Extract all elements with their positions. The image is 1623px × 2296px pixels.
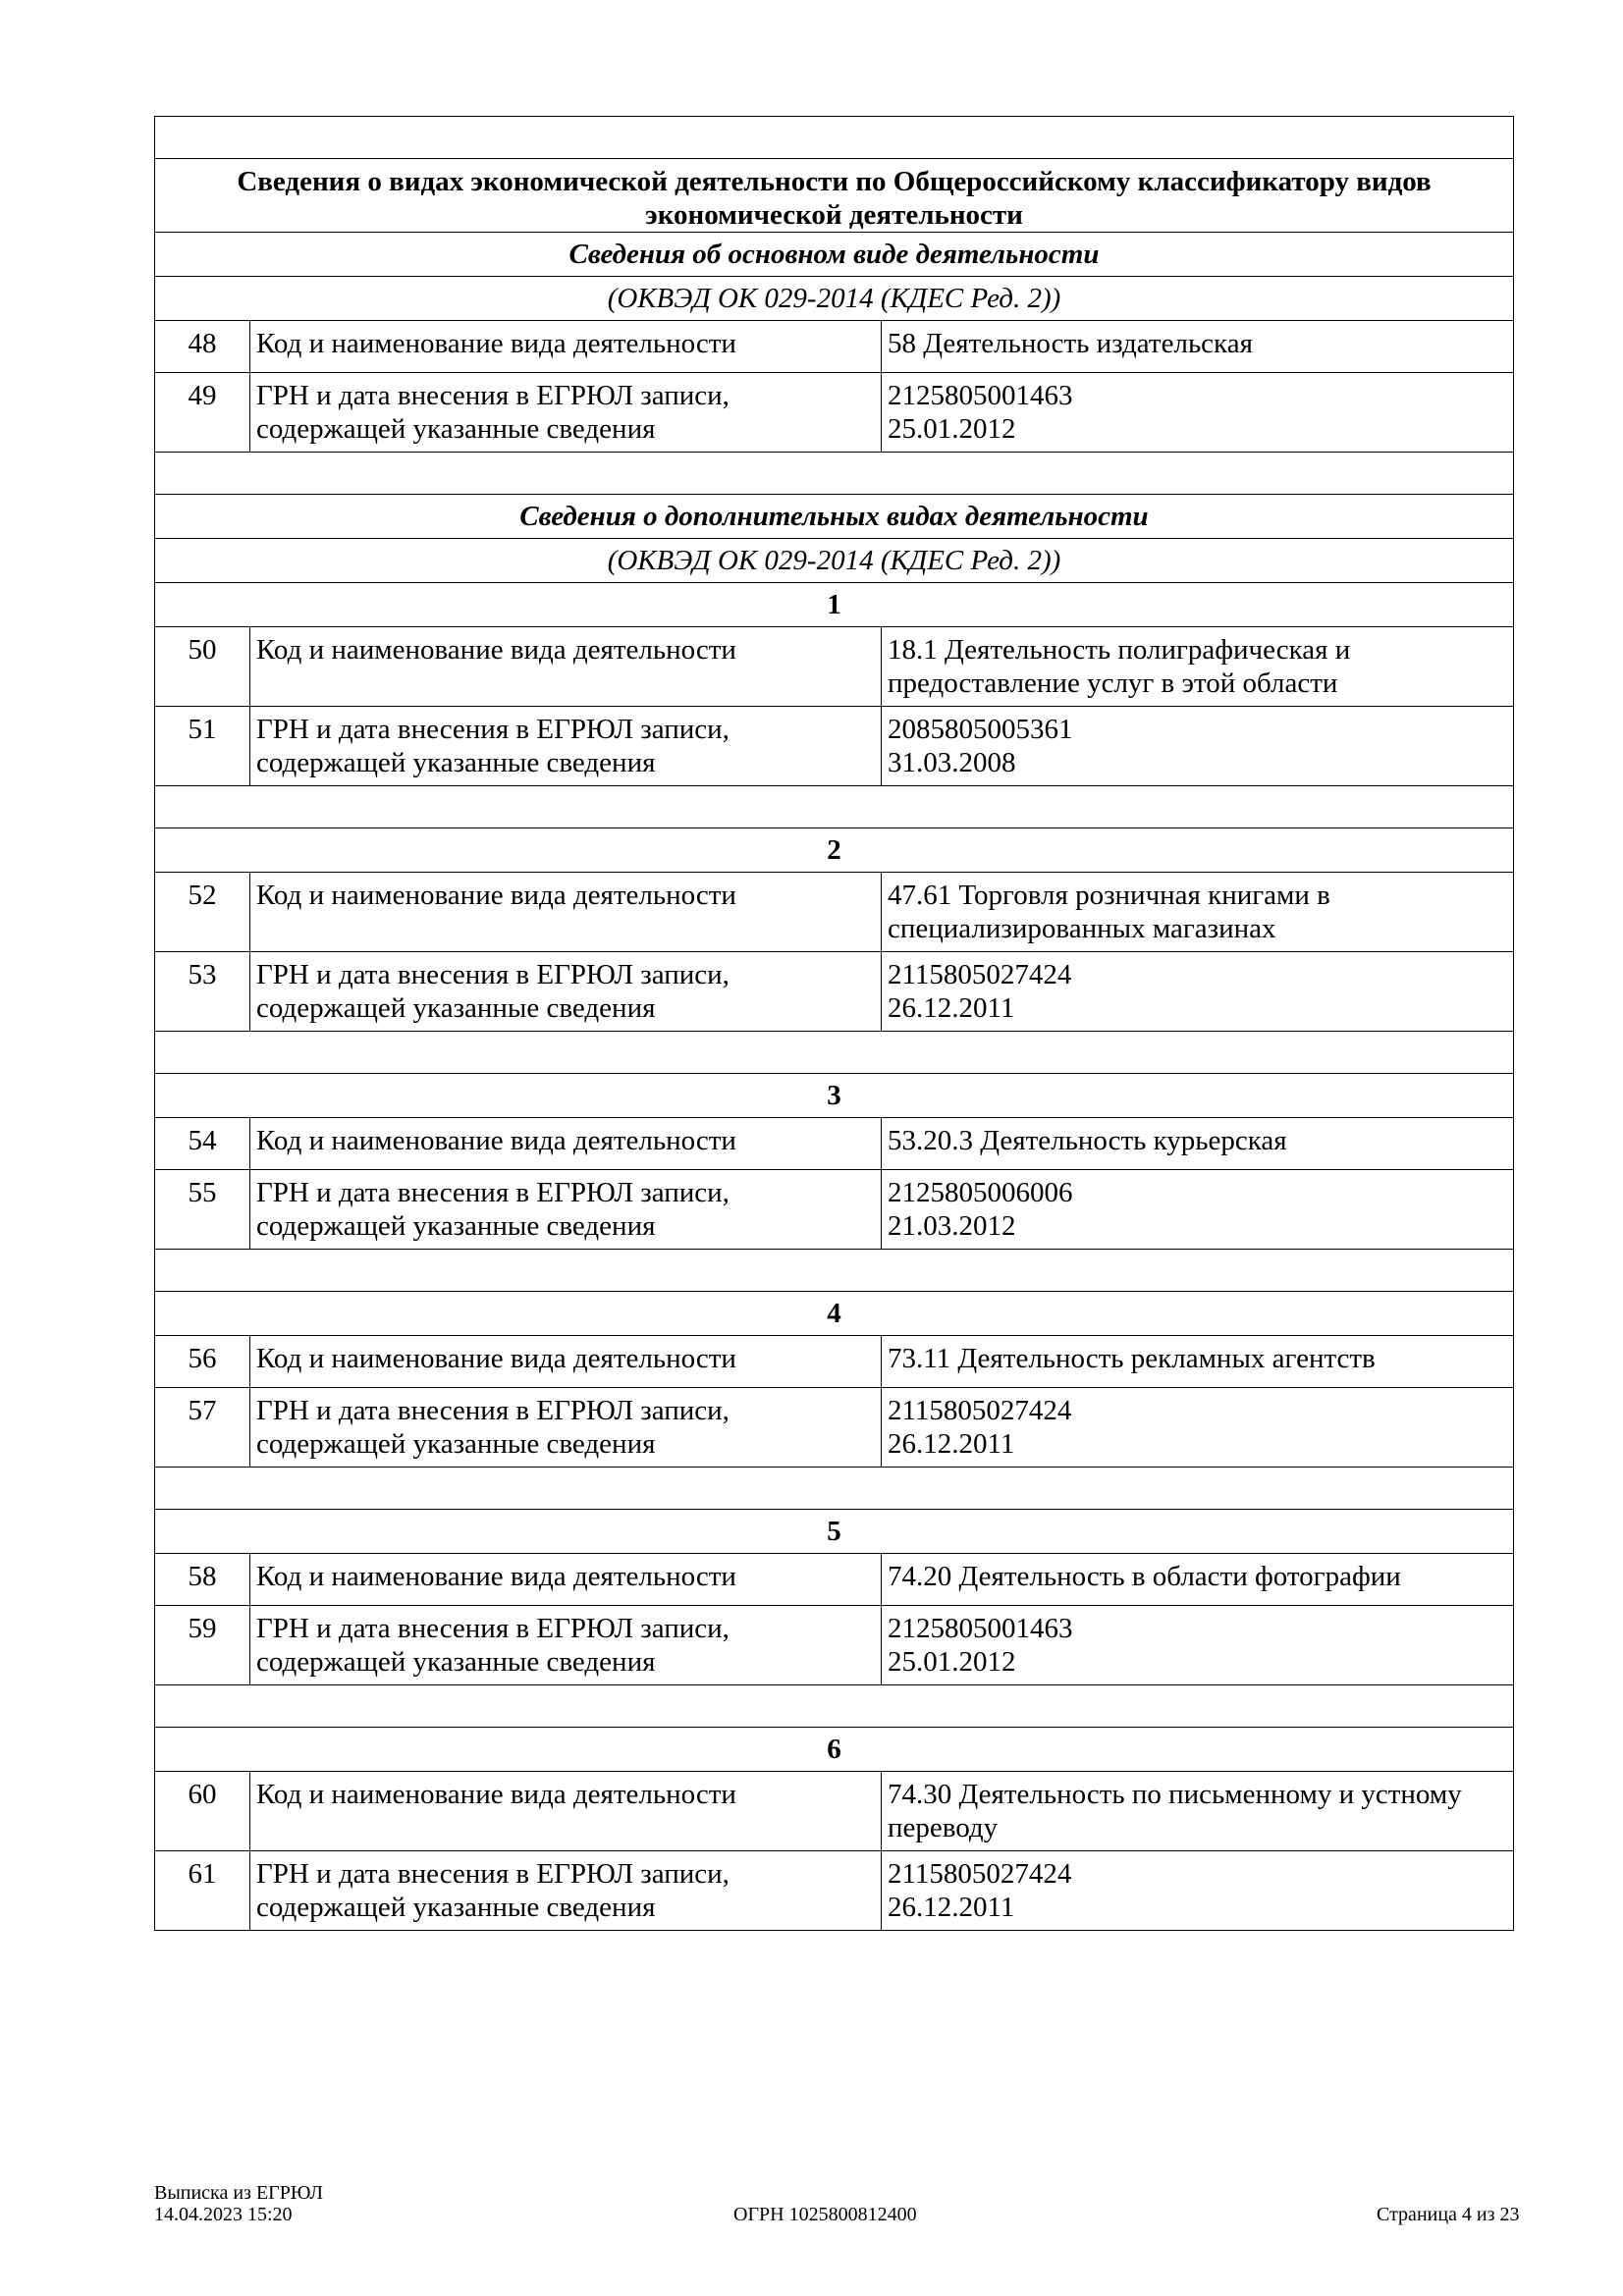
empty-row	[155, 1032, 1514, 1074]
row-number: 54	[155, 1118, 250, 1170]
empty-row	[155, 1468, 1514, 1510]
activity-index: 3	[155, 1074, 1514, 1118]
row-value: 58 Деятельность издательская	[882, 321, 1514, 373]
table-row	[155, 952, 1514, 1032]
row-value: 74.20 Деятельность в области фотографии	[882, 1554, 1514, 1606]
activity-index-row	[155, 1292, 1514, 1336]
row-number: 61	[155, 1851, 250, 1931]
table-row	[155, 873, 1514, 952]
additional-activity-title-row	[155, 495, 1514, 539]
empty-row	[155, 1250, 1514, 1292]
egrul-activity-table	[154, 116, 1514, 1931]
main-activity-title-row	[155, 233, 1514, 277]
row-number: 59	[155, 1606, 250, 1685]
table-body	[155, 117, 1514, 1931]
activity-index-row	[155, 583, 1514, 627]
row-number: 53	[155, 952, 250, 1032]
row-value: 18.1 Деятельность полиграфическая и предоставление услуг в этой области	[882, 627, 1514, 707]
row-value: 2115805027424 26.12.2011	[882, 1388, 1514, 1468]
activity-index: 6	[155, 1728, 1514, 1772]
footer-doc-name: Выписка из ЕГРЮЛ	[154, 2182, 323, 2204]
row-number: 55	[155, 1170, 250, 1250]
row-number: 48	[155, 321, 250, 373]
activity-index-row	[155, 1510, 1514, 1554]
row-number: 57	[155, 1388, 250, 1468]
footer-datetime: 14.04.2023 15:20	[154, 2204, 293, 2225]
row-label: Код и наименование вида деятельности	[250, 1554, 882, 1606]
row-label: Код и наименование вида деятельности	[250, 873, 882, 952]
table-row	[155, 1554, 1514, 1606]
table-row	[155, 321, 1514, 373]
row-label: ГРН и дата внесения в ЕГРЮЛ записи, содержащей указанные сведения	[250, 1606, 882, 1685]
footer-page-number: Страница 4 из 23	[1377, 2204, 1520, 2225]
row-number: 58	[155, 1554, 250, 1606]
table-row	[155, 1118, 1514, 1170]
additional-activity-title: Сведения о дополнительных видах деятельности	[155, 495, 1514, 539]
row-label: Код и наименование вида деятельности	[250, 1336, 882, 1388]
row-value: 2115805027424 26.12.2011	[882, 1851, 1514, 1931]
activity-index-row	[155, 828, 1514, 873]
row-label: Код и наименование вида деятельности	[250, 627, 882, 707]
empty-row	[155, 1685, 1514, 1728]
row-label: ГРН и дата внесения в ЕГРЮЛ записи, содержащей указанные сведения	[250, 373, 882, 453]
row-value: 73.11 Деятельность рекламных агентств	[882, 1336, 1514, 1388]
additional-okved-label: (ОКВЭД ОК 029-2014 (КДЕС Ред. 2))	[155, 539, 1514, 583]
activity-index-row	[155, 1074, 1514, 1118]
table-row	[155, 627, 1514, 707]
row-value: 2115805027424 26.12.2011	[882, 952, 1514, 1032]
row-number: 52	[155, 873, 250, 952]
empty-row	[155, 117, 1514, 159]
activity-index-row	[155, 1728, 1514, 1772]
footer-left	[154, 2182, 323, 2225]
table-row	[155, 1170, 1514, 1250]
row-value: 2085805005361 31.03.2008	[882, 707, 1514, 786]
row-value: 74.30 Деятельность по письменному и устному переводу	[882, 1772, 1514, 1851]
main-activity-title: Сведения об основном виде деятельности	[155, 233, 1514, 277]
section-title-row	[155, 159, 1514, 233]
table-row	[155, 1772, 1514, 1851]
activity-index: 4	[155, 1292, 1514, 1336]
activity-index: 2	[155, 828, 1514, 873]
row-value: 2125805001463 25.01.2012	[882, 1606, 1514, 1685]
activity-index: 5	[155, 1510, 1514, 1554]
row-label: ГРН и дата внесения в ЕГРЮЛ записи, содержащей указанные сведения	[250, 1388, 882, 1468]
row-value: 2125805006006 21.03.2012	[882, 1170, 1514, 1250]
additional-okved-row	[155, 539, 1514, 583]
footer-ogrn: ОГРН 1025800812400	[733, 2204, 917, 2225]
row-number: 56	[155, 1336, 250, 1388]
section-title: Сведения о видах экономической деятельности по Общероссийскому классификатору видов экономической деятельности	[155, 159, 1514, 233]
row-value: 47.61 Торговля розничная книгами в специализированных магазинах	[882, 873, 1514, 952]
activity-index: 1	[155, 583, 1514, 627]
row-label: ГРН и дата внесения в ЕГРЮЛ записи, содержащей указанные сведения	[250, 1170, 882, 1250]
row-number: 51	[155, 707, 250, 786]
row-label: ГРН и дата внесения в ЕГРЮЛ записи, содержащей указанные сведения	[250, 1851, 882, 1931]
row-value: 53.20.3 Деятельность курьерская	[882, 1118, 1514, 1170]
empty-row	[155, 453, 1514, 495]
row-label: Код и наименование вида деятельности	[250, 1772, 882, 1851]
row-number: 60	[155, 1772, 250, 1851]
row-number: 50	[155, 627, 250, 707]
table-row	[155, 1851, 1514, 1931]
row-number: 49	[155, 373, 250, 453]
row-label: ГРН и дата внесения в ЕГРЮЛ записи, содержащей указанные сведения	[250, 952, 882, 1032]
table-row	[155, 373, 1514, 453]
empty-row	[155, 786, 1514, 828]
table-row	[155, 1388, 1514, 1468]
table-row	[155, 1336, 1514, 1388]
table-row	[155, 707, 1514, 786]
row-label: Код и наименование вида деятельности	[250, 321, 882, 373]
row-label: ГРН и дата внесения в ЕГРЮЛ записи, содержащей указанные сведения	[250, 707, 882, 786]
table-row	[155, 1606, 1514, 1685]
main-okved-row	[155, 277, 1514, 321]
row-value: 2125805001463 25.01.2012	[882, 373, 1514, 453]
row-label: Код и наименование вида деятельности	[250, 1118, 882, 1170]
main-okved-label: (ОКВЭД ОК 029-2014 (КДЕС Ред. 2))	[155, 277, 1514, 321]
